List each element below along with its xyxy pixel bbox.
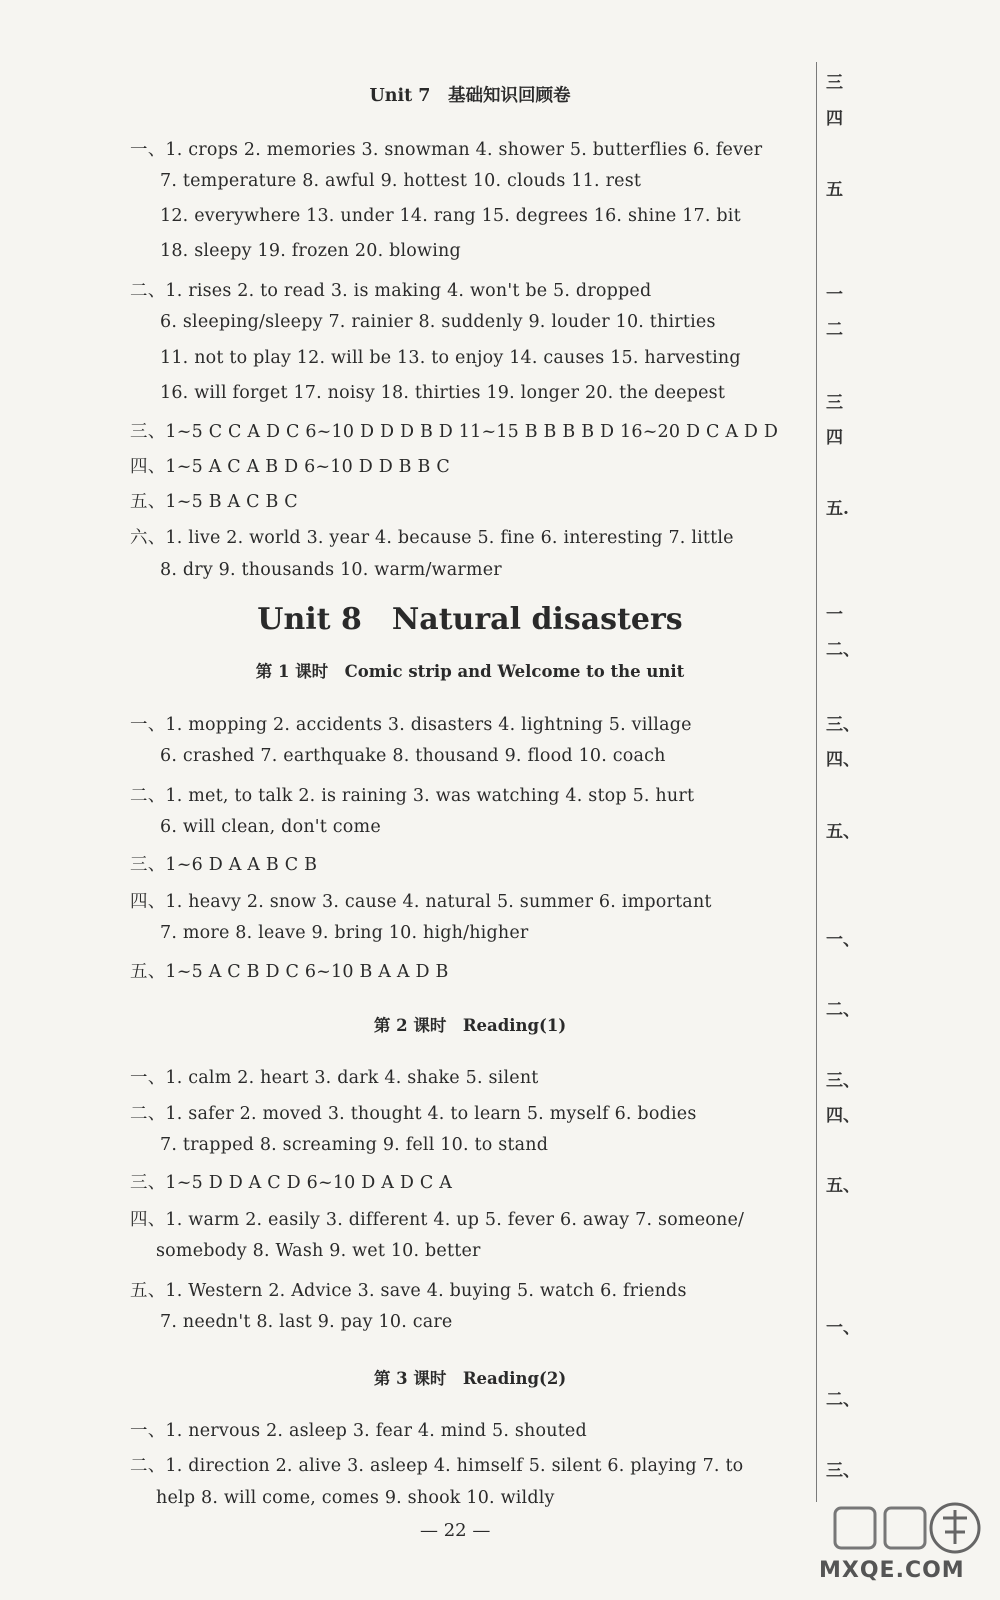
lesson1-line: 二、1. met, to talk 2. is raining 3. was watching 4. stop 5. hurt	[130, 786, 695, 806]
lesson2-line: 四、1. warm 2. easily 3. different 4. up 5. fever 6. away 7. someone/	[130, 1210, 745, 1230]
lesson2-line: 7. needn't 8. last 9. pay 10. care	[160, 1312, 453, 1332]
watermark-graphic-icon	[815, 1500, 985, 1560]
unit7-line: 四、1~5 A C A B D 6~10 D D B B C	[130, 457, 450, 477]
side-label: 一	[826, 605, 843, 625]
side-label: 三	[826, 73, 843, 93]
lesson1-line: 一、1. mopping 2. accidents 3. disasters 4. lightning 5. village	[130, 715, 692, 735]
unit7-line: 三、1~5 C C A D C 6~10 D D D B D 11~15 B B B B D 16~20 D C A D D	[130, 422, 779, 442]
lesson3-title: 第 3 课时 Reading(2)	[373, 1369, 567, 1388]
unit7-title: Unit 7 基础知识回顾卷	[369, 86, 571, 106]
unit8-title: Unit 8 Natural disasters	[257, 602, 683, 637]
side-label: 一、	[826, 1318, 860, 1338]
side-label: 二、	[826, 1000, 860, 1020]
unit7-line: 12. everywhere 13. under 14. rang 15. degrees 16. shine 17. bit	[160, 206, 741, 226]
lesson3-line: help 8. will come, comes 9. shook 10. wildly	[156, 1488, 555, 1508]
side-label: 五	[826, 180, 843, 200]
side-label: 一、	[826, 930, 860, 950]
unit7-line: 五、1~5 B A C B C	[130, 492, 298, 512]
lesson2-line: 三、1~5 D D A C D 6~10 D A D C A	[130, 1173, 453, 1193]
side-label: 一	[826, 285, 843, 305]
lesson2-line: 7. trapped 8. screaming 9. fell 10. to stand	[160, 1135, 549, 1155]
lesson1-line: 6. will clean, don't come	[160, 817, 381, 837]
column-divider	[816, 62, 817, 1502]
side-label: 四	[826, 109, 843, 129]
side-label: 五.	[826, 499, 849, 519]
unit7-line: 六、1. live 2. world 3. year 4. because 5. fine 6. interesting 7. little	[130, 528, 734, 548]
lesson1-line: 6. crashed 7. earthquake 8. thousand 9. flood 10. coach	[160, 746, 666, 766]
lesson3-line: 一、1. nervous 2. asleep 3. fear 4. mind 5. shouted	[130, 1421, 587, 1441]
side-label: 四、	[826, 1106, 860, 1126]
lesson3-line: 二、1. direction 2. alive 3. asleep 4. himself 5. silent 6. playing 7. to	[130, 1456, 744, 1476]
unit7-line: 18. sleepy 19. frozen 20. blowing	[160, 241, 461, 261]
side-label: 三、	[826, 1071, 860, 1091]
unit7-line: 一、1. crops 2. memories 3. snowman 4. shower 5. butterflies 6. fever	[130, 140, 763, 160]
watermark-logo	[815, 1500, 985, 1590]
side-label: 三	[826, 393, 843, 413]
side-label: 二、	[826, 1390, 860, 1410]
lesson1-line: 四、1. heavy 2. snow 3. cause 4. natural 5. summer 6. important	[130, 892, 712, 912]
lesson2-title: 第 2 课时 Reading(1)	[373, 1016, 567, 1035]
watermark-text: MXQE.COM	[819, 1558, 965, 1583]
lesson1-line: 三、1~6 D A A B C B	[130, 855, 318, 875]
lesson2-line: somebody 8. Wash 9. wet 10. better	[156, 1241, 481, 1261]
unit7-line: 7. temperature 8. awful 9. hottest 10. clouds 11. rest	[160, 171, 642, 191]
unit7-line: 16. will forget 17. noisy 18. thirties 19. longer 20. the deepest	[160, 383, 726, 403]
unit7-line: 8. dry 9. thousands 10. warm/warmer	[160, 560, 502, 580]
lesson2-line: 二、1. safer 2. moved 3. thought 4. to learn 5. myself 6. bodies	[130, 1104, 697, 1124]
side-label: 四、	[826, 750, 860, 770]
lesson1-line: 五、1~5 A C B D C 6~10 B A A D B	[130, 962, 449, 982]
lesson2-line: 五、1. Western 2. Advice 3. save 4. buying 5. watch 6. friends	[130, 1281, 687, 1301]
lesson1-title: 第 1 课时 Comic strip and Welcome to the unit	[255, 662, 685, 681]
unit7-line: 11. not to play 12. will be 13. to enjoy 14. causes 15. harvesting	[160, 348, 741, 368]
side-label: 五、	[826, 1176, 860, 1196]
side-label: 二	[826, 320, 843, 340]
unit7-line: 二、1. rises 2. to read 3. is making 4. won't be 5. dropped	[130, 281, 652, 301]
side-label: 三、	[826, 715, 860, 735]
side-label: 五、	[826, 822, 860, 842]
side-label: 三、	[826, 1461, 860, 1481]
lesson2-line: 一、1. calm 2. heart 3. dark 4. shake 5. silent	[130, 1068, 539, 1088]
unit7-line: 6. sleeping/sleepy 7. rainier 8. suddenly 9. louder 10. thirties	[160, 312, 716, 332]
side-label: 二、	[826, 640, 860, 660]
lesson1-line: 7. more 8. leave 9. bring 10. high/higher	[160, 923, 529, 943]
side-label: 四	[826, 428, 843, 448]
